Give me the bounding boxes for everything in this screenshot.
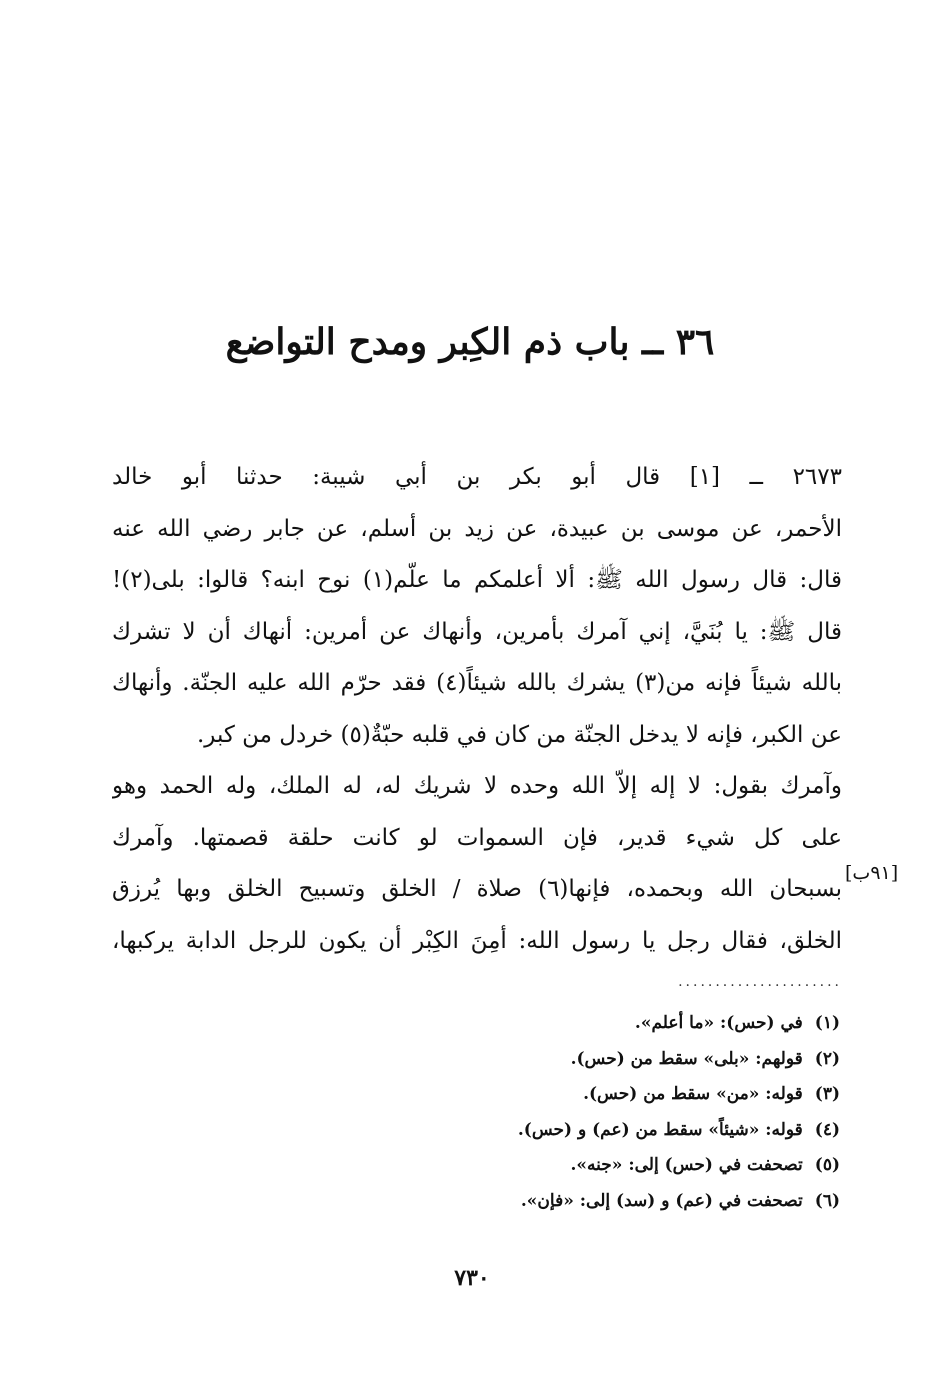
footnote-number: (٥) <box>814 1155 840 1175</box>
text-line: بالله شيئاً فإنه من(٣) يشرك بالله شيئاً(٤) فقد حرّم الله عليه الجنّة. وأنهاك <box>112 670 842 696</box>
footnote-text: قوله: «من» سقط من (حس). <box>583 1084 803 1104</box>
footnote-number: (١) <box>814 1013 840 1033</box>
text-line: على كل شيء قدير، فإن السموات لو كانت حلقة قصمتها. وآمرك <box>112 824 842 851</box>
footnote-number: (٢) <box>814 1048 840 1069</box>
footnote-number: (٦) <box>814 1190 840 1211</box>
text-line: بسبحان الله وبحمده، فإنها(٦) صلاة / الخلق وتسبيح الخلق وبها يُرزق <box>112 876 842 902</box>
footnote-item <box>320 1077 840 1113</box>
footnote-text: قولهم: «بلى» سقط من (حس). <box>570 1048 803 1069</box>
text-line: وآمرك بقول: لا إله إلاّ الله وحده لا شريك له، له الملك، وله الحمد وهو <box>112 773 842 799</box>
footnote-text: تصحفت في (حس) إلى: «جنه». <box>570 1155 803 1175</box>
footnote-text: قوله: «شيئاً» سقط من (عم) و (حس). <box>517 1119 803 1140</box>
footnote-item <box>320 1148 840 1184</box>
text-line: الخلق، فقال رجل يا رسول الله: أمِنَ الكِبْر أن يكون للرجل الدابة يركبها، <box>112 927 842 954</box>
footnote-separator: ...................... <box>678 974 842 990</box>
hadith-text <box>112 452 842 967</box>
footnote-item <box>320 1113 840 1149</box>
manuscript-folio-note: [٩١ب] <box>845 862 899 884</box>
text-line: الأحمر، عن موسى بن عبيدة، عن زيد بن أسلم، عن جابر رضي الله عنه <box>112 515 842 542</box>
footnote-number: (٣) <box>814 1084 840 1104</box>
footnote-item <box>320 1184 840 1220</box>
footnote-text: في (حس): «ما أعلم». <box>634 1013 803 1033</box>
footnote-number: (٤) <box>814 1119 840 1140</box>
footnote-text: تصحفت في (عم) و (سد) إلى: «فإن». <box>520 1190 803 1211</box>
text-line: قال: قال رسول الله ﷺ: ألا أعلمكم ما علّم(١) نوح ابنه؟ قالوا: بلى(٢)! <box>112 567 842 593</box>
text-line: قال ﷺ: يا بُنَيَّ، إني آمرك بأمرين، وأنهاك عن أمرين: أنهاك أن لا تشرك <box>112 618 842 645</box>
footnote-item <box>320 1006 840 1042</box>
text-line: ٢٦٧٣ ــ [١] قال أبو بكر بن أبي شيبة: حدثنا أبو خالد <box>112 464 842 490</box>
footnotes <box>320 1006 840 1219</box>
chapter-title: ٣٦ ــ باب ذم الكِبر ومدح التواضع <box>225 321 715 363</box>
page-number: ٧٣٠ <box>454 1265 490 1291</box>
text-line: عن الكبر، فإنه لا يدخل الجنّة من كان في قلبه حبّةٌ(٥) خردل من كبر. <box>196 721 842 748</box>
footnote-item <box>320 1042 840 1078</box>
